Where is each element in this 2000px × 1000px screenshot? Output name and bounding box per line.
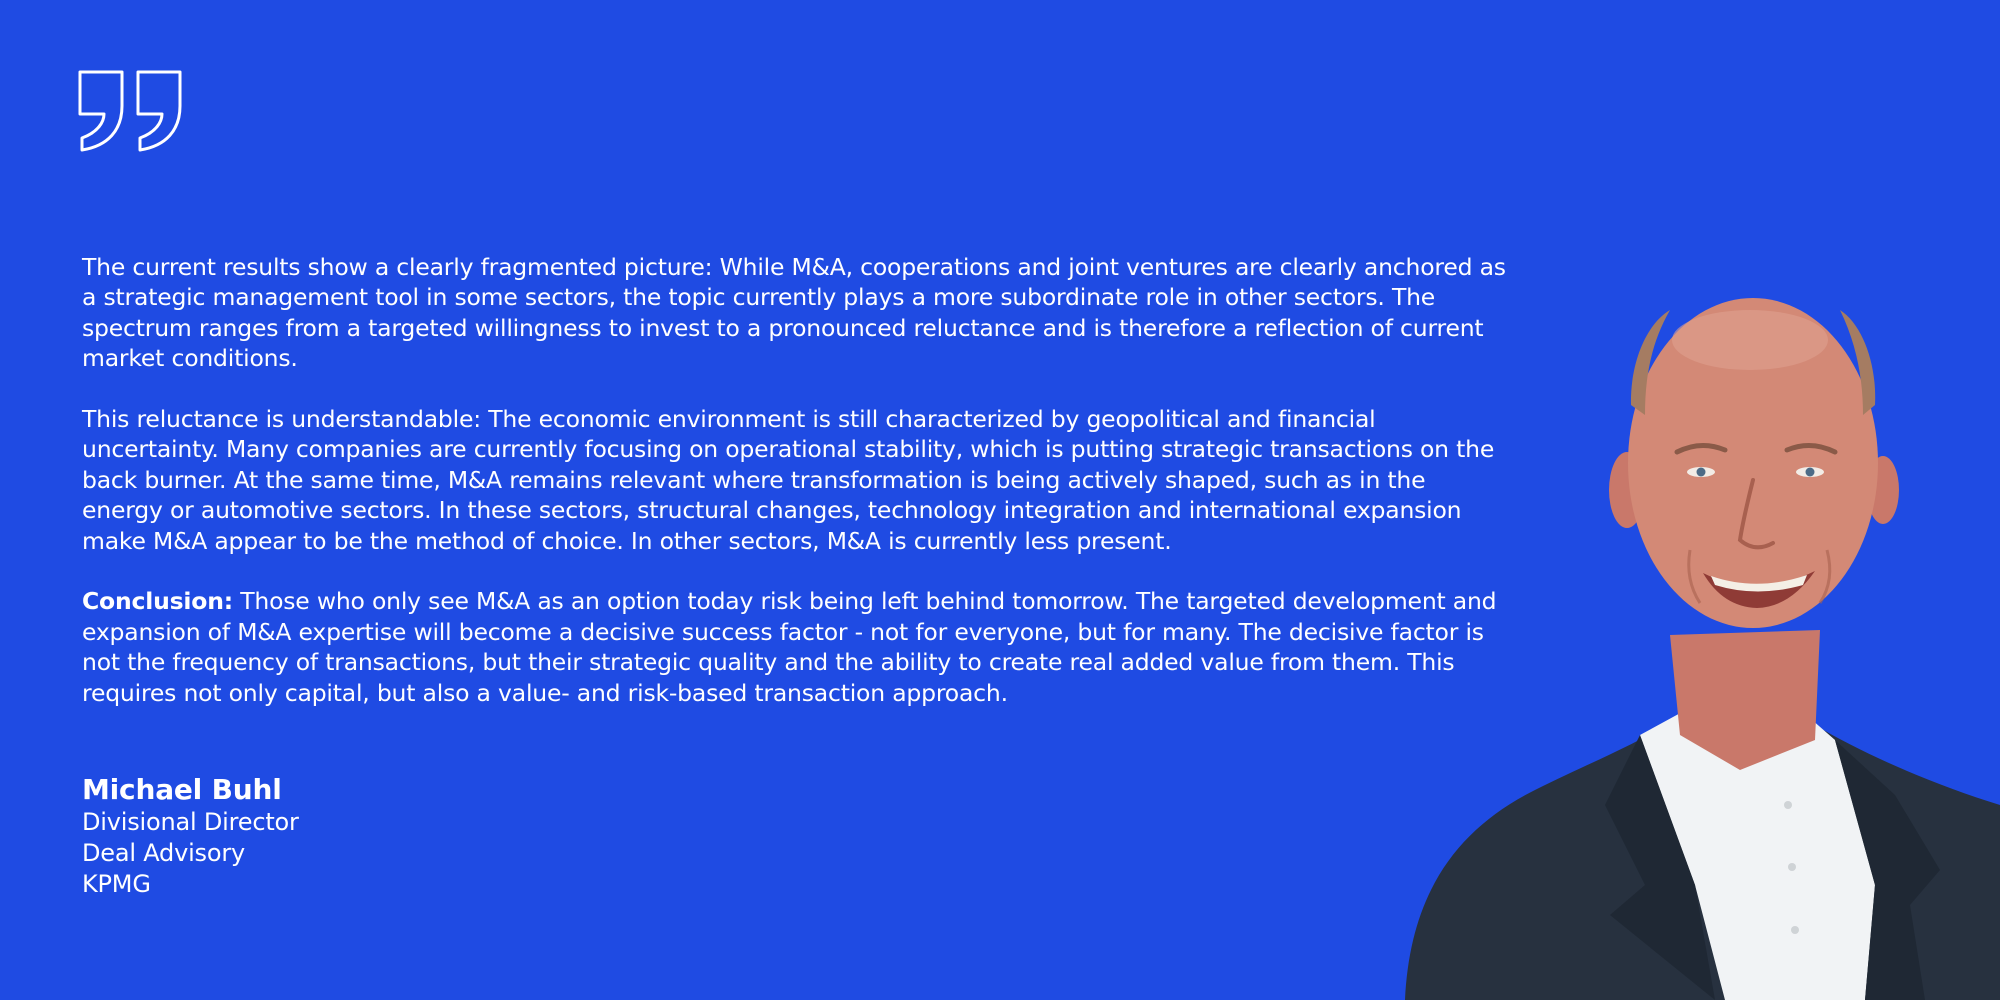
conclusion-label: Conclusion: — [82, 587, 233, 616]
author-name: Michael Buhl — [82, 773, 282, 806]
author-department: Deal Advisory — [82, 839, 246, 867]
author-title: Divisional Director — [82, 808, 299, 836]
author-block — [82, 773, 299, 900]
author-portrait — [1395, 285, 2000, 1000]
conclusion-paragraph — [82, 586, 1512, 708]
quotation-mark-icon — [78, 70, 182, 152]
quote-paragraph: The current results show a clearly fragmented picture: While M&A, cooperations and joint ventures are clearly anchored as a strategic management tool in some sectors, the topic currently plays a more subordinate role in other sectors. The spectrum ranges from a targeted willingness to invest to a pronounced reluctance and is therefore a reflection of current market conditions. — [82, 253, 1506, 373]
quote-body — [82, 252, 1512, 738]
author-company: KPMG — [82, 870, 151, 898]
quote-paragraph: This reluctance is understandable: The economic environment is still characterized by geopolitical and financial uncertainty. Many companies are currently focusing on operational stability, which is putting strategic transactions on the back burner. At the same time, M&A remains relevant where transformation is being actively shaped, such as in the energy or automotive sectors. In these sectors, structural changes, technology integration and international expansion make M&A appear to be the method of choice. In other sectors, M&A is currently less present. — [82, 405, 1495, 555]
conclusion-text: Those who only see M&A as an option today risk being left behind tomorrow. The targeted development and expansion of M&A expertise will become a decisive success factor - not for everyone, but for many. The decisive factor is not the frequency of transactions, but their strategic quality and the ability to create real added value from them. This requires not only capital, but also a value- and risk-based transaction approach. — [82, 587, 1497, 707]
